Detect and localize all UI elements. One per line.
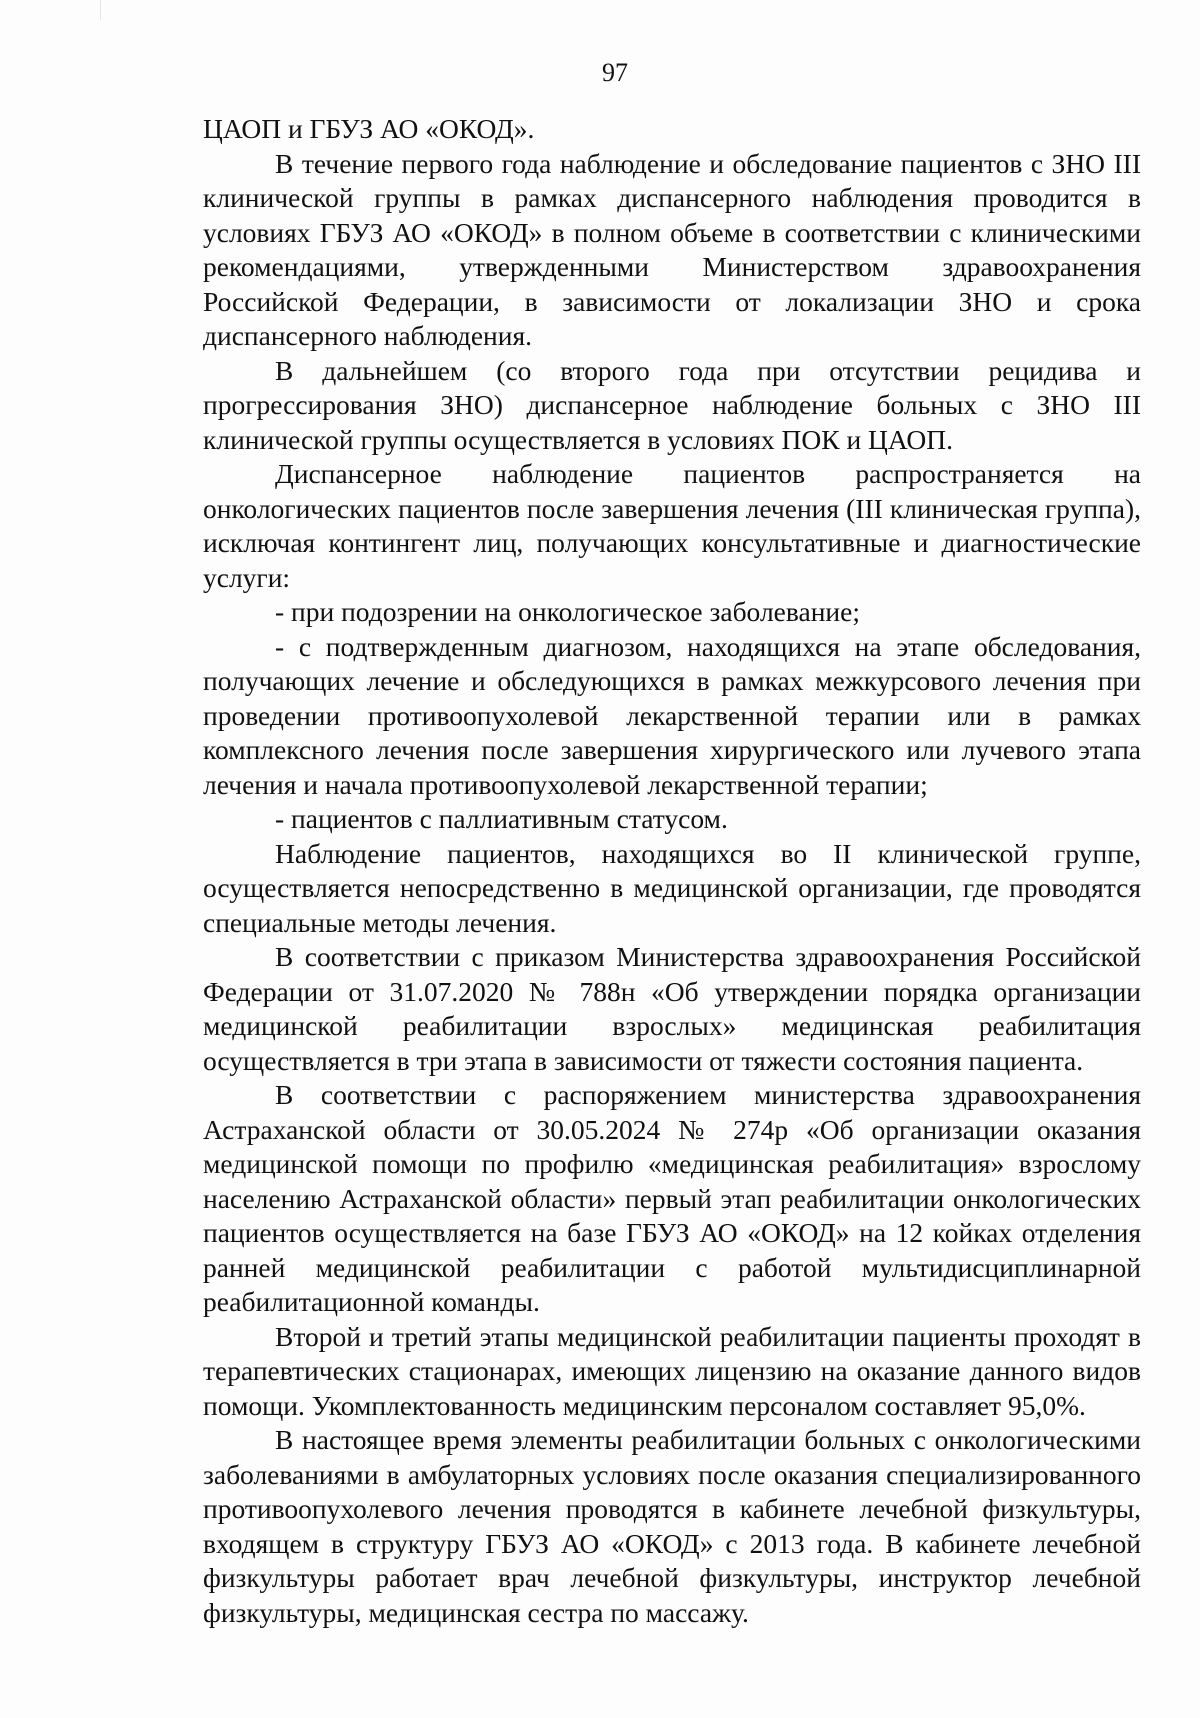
document-body [203, 112, 1141, 1630]
list-item: - при подозрении на онкологическое заболевание; [275, 596, 860, 627]
paragraph: В дальнейшем (со второго года при отсутствии рецидива и прогрессирования ЗНО) диспансерное наблюдение больных с ЗНО III клинической группы осуществляется в условиях ПОК и ЦАОП. [203, 354, 1141, 455]
paragraph-continuation: ЦАОП и ГБУЗ АО «ОКОД». [203, 113, 535, 144]
list-item: - пациентов с паллиативным статусом. [275, 803, 728, 834]
paragraph: Второй и третий этапы медицинской реабилитации пациенты проходят в терапевтических стационарах, имеющих лицензию на оказание данного видов помощи. Укомплектованность медицинским персоналом составляет 95,0%. [203, 1320, 1141, 1421]
page-number: 97 [602, 58, 628, 87]
paragraph: В соответствии с распоряжением министерства здравоохранения Астраханской области от 30.05.2024 № 274р «Об организации оказания медицинской помощи по профилю «медицинская реабилитация» взрослому населению Астраханской области» первый этап реабилитации онкологических пациентов осуществляется на базе ГБУЗ АО «ОКОД» на 12 койках отделения ранней медицинской реабилитации с работой мультидисциплинарной реабилитационной команды. [203, 1079, 1141, 1317]
scan-edge-mark [100, 0, 101, 20]
paragraph: В течение первого года наблюдение и обследование пациентов с ЗНО III клинической группы в рамках диспансерного наблюдения проводится в условиях ГБУЗ АО «ОКОД» в полном объеме в соответствии с клиническими рекомендациями, утвержденными Министерством здравоохранения Российской Федерации, в зависимости от локализации ЗНО и срока диспансерного наблюдения. [203, 147, 1141, 351]
list-item: - с подтвержденным диагнозом, находящихся на этапе обследования, получающих лечение и обследующихся в рамках межкурсового лечения при проведении противоопухолевой лекарственной терапии или в рамках комплексного лечения после завершения хирургического или лучевого этапа лечения и начала противоопухолевой лекарственной терапии; [203, 630, 1141, 800]
paragraph: Диспансерное наблюдение пациентов распространяется на онкологических пациентов после завершения лечения (III клиническая группа), исключая контингент лиц, получающих консультативные и диагностические услуги: [203, 458, 1141, 593]
paragraph: В настоящее время элементы реабилитации больных с онкологическими заболеваниями в амбулаторных условиях после оказания специализированного противоопухолевого лечения проводятся в кабинете лечебной физкультуры, входящем в структуру ГБУЗ АО «ОКОД» с 2013 года. В кабинете лечебной физкультуры работает врач лечебной физкультуры, инструктор лечебной физкультуры, медицинская сестра по массажу. [203, 1424, 1141, 1628]
paragraph: В соответствии с приказом Министерства здравоохранения Российской Федерации от 31.07.2020 № 788н «Об утверждении порядка организации медицинской реабилитации взрослых» медицинская реабилитация осуществляется в три этапа в зависимости от тяжести состояния пациента. [203, 941, 1141, 1076]
paragraph: Наблюдение пациентов, находящихся во II клинической группе, осуществляется непосредственно в медицинской организации, где проводятся специальные методы лечения. [203, 837, 1141, 938]
